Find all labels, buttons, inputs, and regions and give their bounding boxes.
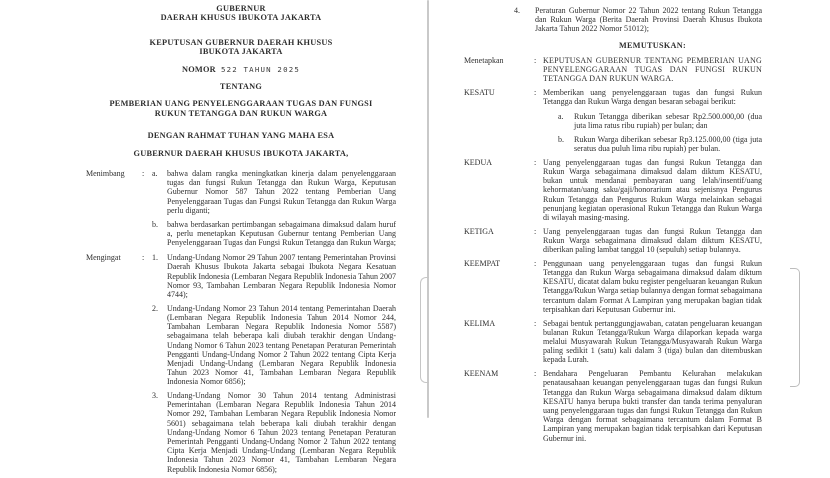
- mengingat-item-3: [86, 391, 396, 474]
- colon: :: [534, 318, 537, 328]
- mengingat-label: Mengingat: [86, 253, 121, 263]
- page-curl-artifact-left: [420, 277, 429, 383]
- colon: :: [534, 56, 537, 66]
- nomor-value: 522 TAHUN 2025: [220, 64, 301, 74]
- colon: :: [534, 157, 537, 167]
- item-text: Peraturan Gubernur Nomor 22 Tahun 2022 tentang Rukun Tetangga dan Rukun Warga (Berita Daerah Provinsi Daerah Khusus Ibukota Jakarta Tahun 2022 Nomor 51012);: [535, 6, 762, 34]
- item-marker: 1.: [152, 253, 158, 263]
- item-marker: 4.: [514, 6, 520, 15]
- empty-label: [86, 391, 142, 474]
- colon: :: [534, 258, 537, 268]
- empty-indent: [464, 6, 514, 34]
- dictum-text: Bendahara Pengeluaran Pembantu Kelurahan melakukan penatausahaan keuangan penyelenggaraan tugas dan fungsi Rukun Tetangga dan Rukun Warga sebagaimana dimaksud dalam diktum KESATU hanya berupa bukti transfer dan tanda terima penyaluran uang penyelenggaraan tugas dan fungsi Rukun Tetangga dan Rukun Warga dengan format sebagaimana tercantum dalam Format B Lampiran yang merupakan bagian tidak terpisahkan dari Keputusan Gubernur ini.: [543, 369, 762, 443]
- dictum-kedua: [464, 158, 762, 222]
- item-text: bahwa dalam rangka meningkatkan kinerja dalam penyelenggaraan tugas dan fungsi Rukun Tetangga dan Rukun Warga, Keputusan Gubernur Nomor 587 Tahun 2022 tentang Pemberian Uang Penyelenggaraan Tugas dan Fungsi Rukun Tetangga dan Rukun Warga perlu diganti;: [167, 169, 396, 215]
- menimbang-item-a: [86, 169, 396, 215]
- mengingat-item-4: [464, 6, 762, 34]
- item-text: Undang-Undang Nomor 29 Tahun 2007 tentang Pemerintahan Provinsi Daerah Khusus Ibukota Jakarta sebagai Ibukota Negara Kesatuan Republik Indonesia (Lembaran Negara Republik Indonesia Tahun 2007 Nomor 93, Tambahan Lembaran Negara Republik Indonesia Nomor 4744);: [167, 253, 396, 299]
- page-left: [86, 4, 396, 478]
- invocation-heading: DENGAN RAHMAT TUHAN YANG MAHA ESA: [147, 131, 335, 141]
- dictum-text: KEPUTUSAN GUBERNUR TENTANG PEMBERIAN UANG PENYELENGGARAAN TUGAS DAN FUNGSI RUKUN TETANGGA DAN RUKUN WARGA.: [543, 56, 762, 84]
- mengingat-item-1: [86, 253, 396, 299]
- letterhead-line1: GUBERNUR: [216, 4, 266, 13]
- dictum-label: KESATU: [464, 88, 495, 98]
- menimbang-item-b: [86, 220, 396, 248]
- item-marker: b.: [152, 219, 158, 229]
- colon: :: [142, 169, 145, 179]
- dictum-text: Sebagai bentuk pertanggungjawaban, catatan pengeluaran keuangan bulanan Rukun Tetangga/Rukun Warga dilaporkan kepada warga melalui Musyawarah Rukun Tetangga/Musyawarah Rukun Warga paling sedikit 1 (satu) kali dalam 3 (tiga) bulan dan ditembuskan kepada Lurah.: [543, 318, 762, 365]
- subitem-marker: b.: [558, 134, 564, 144]
- item-text: Undang-Undang Nomor 30 Tahun 2014 tentang Administrasi Pemerintahan (Lembaran Negara Republik Indonesia Tahun 2014 Nomor 292, Tambahan Lembaran Negara Republik Indonesia Nomor 5601) sebagaimana telah beberapa kali diubah terakhir dengan Undang-Undang Nomor 6 Tahun 2023 tentang Penetapan Peraturan Pemerintah Pengganti Undang-Undang Nomor 2 Tahun 2022 tentang Cipta Kerja Menjadi Undang-Undang (Lembaran Negara Republik Indonesia Tahun 2023 Nomor 41, Tambahan Lembaran Negara Republik Indonesia Nomor 6856);: [167, 391, 396, 474]
- colon: :: [142, 253, 145, 263]
- kesatu-subitem-a: [558, 112, 762, 130]
- dictum-label: KEENAM: [464, 369, 499, 379]
- empty-colon: [142, 220, 152, 248]
- dictum-ketiga: [464, 227, 762, 255]
- decree-title: [86, 38, 396, 57]
- dictum-label: KEDUA: [464, 157, 492, 167]
- item-text: Undang-Undang Nomor 23 Tahun 2014 tentang Pemerintahan Daerah (Lembaran Negara Republik Indonesia Tahun 2014 Nomor 244, Tambahan Lembaran Negara Republik Indonesia Nomor 5587) sebagaimana telah beberapa kali diubah terakhir dengan Undang-Undang Nomor 6 Tahun 2023 tentang Penetapan Peraturan Pemerintah Pengganti Undang-Undang Nomor 2 Tahun 2022 tentang Cipta Kerja Menjadi Undang-Undang (Lembaran Negara Republik Indonesia Tahun 2023 Nomor 41, Tambahan Lembaran Negara Republik Indonesia Nomor 6856);: [167, 303, 396, 387]
- subitem-marker: a.: [558, 111, 564, 121]
- letterhead-line2: DAERAH KHUSUS IBUKOTA JAKARTA: [160, 13, 322, 23]
- dictum-label: KELIMA: [464, 318, 496, 328]
- considerations-section: [86, 169, 396, 474]
- dictum-keempat: [464, 259, 762, 314]
- memutuskan-heading: MEMUTUSKAN:: [619, 40, 686, 50]
- decree-title-line1: KEPUTUSAN GUBERNUR DAERAH KHUSUS: [149, 37, 333, 47]
- subject-line2: RUKUN TETANGGA DAN RUKUN WARGA: [154, 108, 328, 118]
- dictum-text: Uang penyelenggaraan tugas dan fungsi Rukun Tetangga dan Rukun Warga sebagaimana dimaksud dalam diktum KESATU, diberikan paling lambat tanggal 10 (sepuluh) setiap bulannya.: [543, 226, 762, 255]
- colon: :: [534, 88, 537, 98]
- empty-label: [86, 220, 142, 248]
- colon: :: [534, 369, 537, 379]
- authority-heading: GUBERNUR DAERAH KHUSUS IBUKOTA JAKARTA,: [133, 148, 349, 158]
- dictum-kesatu: [464, 88, 762, 153]
- subject-heading: [86, 99, 396, 118]
- kesatu-subitem-b: [558, 135, 762, 153]
- item-marker: 3.: [152, 391, 158, 401]
- item-marker: a.: [152, 169, 158, 179]
- subject-line1: PEMBERIAN UANG PENYELENGGARAAN TUGAS DAN FUNGSI: [109, 99, 373, 109]
- subitem-text: Rukun Warga diberikan sebesar Rp3.125.000,00 (tiga juta seratus dua puluh lima ribu rupiah) per bulan.: [574, 134, 762, 154]
- decree-number-line: [86, 65, 396, 74]
- dictum-kelima: [464, 319, 762, 365]
- empty-colon: [142, 304, 152, 387]
- tentang-heading: TENTANG: [219, 82, 263, 92]
- page-curl-artifact-right: [790, 268, 800, 387]
- page-right: [464, 6, 762, 447]
- empty-label: [86, 304, 142, 387]
- letterhead-title: [86, 4, 396, 23]
- dictum-body: [543, 88, 762, 153]
- dictum-menetapkan: [464, 56, 762, 84]
- dictum-keenam: [464, 369, 762, 443]
- empty-colon: [142, 391, 152, 474]
- decree-title-line2: IBUKOTA JAKARTA: [199, 47, 283, 57]
- dictum-text: Penggunaan uang penyelenggaraan tugas dan fungsi Rukun Tetangga dan Rukun Warga sebagaimana dimaksud dalam diktum KESATU, dicatat dalam buku register pengeluaran keuangan Rukun Tetangga/Rukun Warga setiap bulannya dengan format sebagaimana tercantum dalam Format A Lampiran yang merupakan bagian tidak terpisahkan dari Keputusan Gubernur ini.: [543, 258, 762, 314]
- colon: :: [534, 226, 537, 236]
- dictum-label: KEEMPAT: [464, 258, 501, 268]
- menimbang-label: Menimbang: [86, 169, 125, 179]
- nomor-label: NOMOR: [181, 64, 216, 74]
- dictum-label: Menetapkan: [464, 56, 504, 66]
- dictum-label: KETIGA: [464, 226, 494, 236]
- subitem-text: Rukun Tetangga diberikan sebesar Rp2.500.000,00 (dua juta lima ratus ribu rupiah) per bulan; dan: [574, 111, 762, 130]
- mengingat-item-2: [86, 304, 396, 387]
- item-text: bahwa berdasarkan pertimbangan sebagaimana dimaksud dalam huruf a, perlu menetapkan Keputusan Gubernur tentang Pemberian Uang Penyelenggaraan Tugas dan Fungsi Rukun Tetangga dan Rukun Warga;: [167, 219, 396, 247]
- dictum-text: Memberikan uang penyelenggaraan tugas dan fungsi Rukun Tetangga dan Rukun Warga dengan besaran sebagai berikut:: [543, 88, 762, 107]
- dictum-text: Uang penyelenggaraan tugas dan fungsi Rukun Tetangga dan Rukun Warga sebagaimana dimaksud dalam diktum KESATU, bukan untuk mendanai pembayaran uang lelah/insentif/uang kehormatan/uang saku/gaji/honorarium atau sejenisnya Pengurus Rukun Tetangga dan Pengurus Rukun Warga melainkan sebagai penunjang kegiatan operasional Rukun Tetangga dan Rukun Warga di wilayah masing-masing.: [543, 157, 762, 223]
- item-marker: 2.: [152, 303, 158, 313]
